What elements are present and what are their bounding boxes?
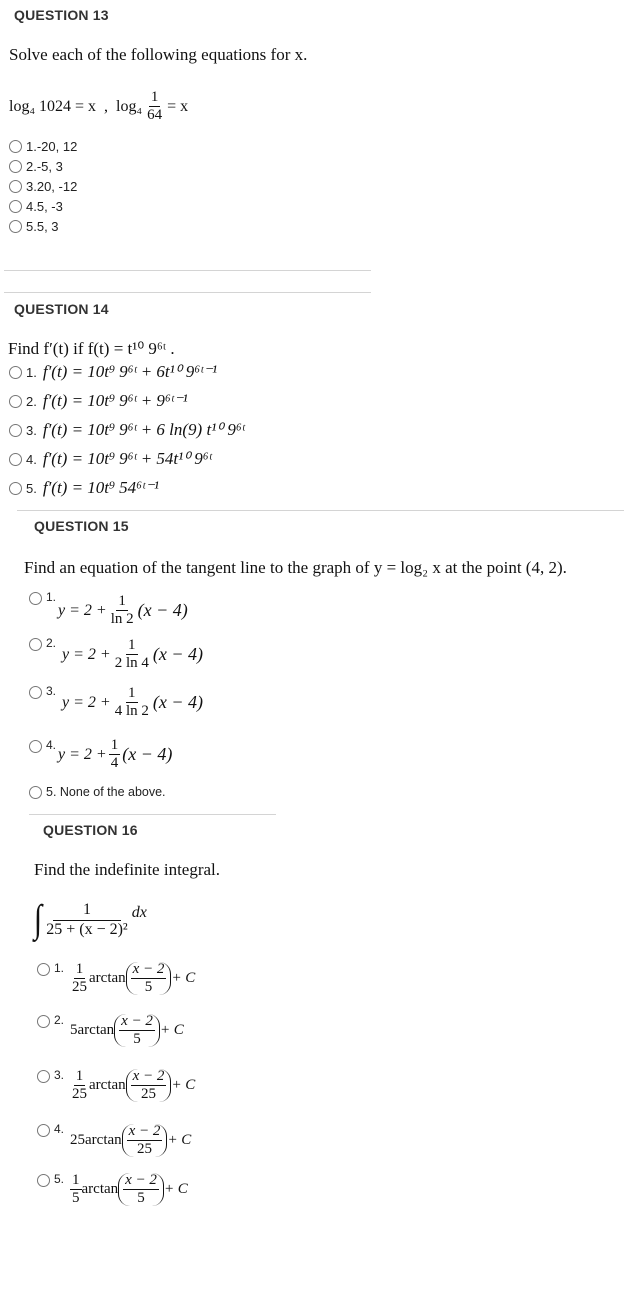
option-expression: f′(t) = 10t⁹ 9⁶ᵗ + 54t¹⁰ 9⁶ᵗ [42, 449, 212, 468]
expression-tail: (x − 4) [152, 644, 204, 664]
option-label: 4.5, -3 [26, 199, 63, 214]
option-number: 4. [54, 1122, 65, 1136]
option-expression [70, 1173, 188, 1206]
divider [17, 510, 624, 511]
equation-separator: , [104, 97, 109, 115]
fraction-numerator: 1 [110, 737, 119, 753]
constant-term: + C [171, 970, 196, 986]
q16-option-5[interactable] [37, 1172, 188, 1206]
question-15-prompt: Find an equation of the tangent line to the graph of y = log₂ x at the point (4, 2). [24, 558, 567, 577]
radio-button[interactable] [29, 592, 42, 605]
option-expression [70, 962, 195, 995]
question-13-prompt: Solve each of the following equations for x. [9, 45, 308, 64]
radio-button[interactable] [9, 453, 22, 466]
fraction-numerator: 1 [72, 1172, 80, 1188]
fraction-numerator: 1 [128, 637, 136, 653]
q16-option-2[interactable] [37, 1013, 184, 1047]
expression-lead: y = 2 + [62, 693, 111, 711]
q14-option-4[interactable] [9, 449, 212, 469]
divider [29, 814, 276, 815]
argument-parentheses [126, 1069, 172, 1102]
option-number: 2. [26, 393, 37, 409]
option-expression [58, 594, 188, 627]
coefficient: 25 [70, 1132, 86, 1148]
q13-option-5[interactable] [9, 219, 59, 234]
radio-button[interactable] [9, 160, 22, 173]
q13-option-4[interactable] [9, 199, 63, 214]
option-number: 1. [54, 961, 65, 975]
fraction-denominator: ln 2 [110, 611, 134, 627]
option-expression [62, 686, 203, 719]
radio-button[interactable] [9, 180, 22, 193]
option-label: 5. None of the above. [46, 785, 166, 799]
function-name: arctan [77, 1022, 115, 1038]
radio-button[interactable] [37, 1124, 50, 1137]
option-number: 4. [26, 451, 37, 467]
radio-button[interactable] [29, 786, 42, 799]
radio-button[interactable] [9, 200, 22, 213]
integral-dx: dx [131, 904, 147, 921]
fraction-denominator: 64 [147, 107, 163, 123]
q15-option-5[interactable] [29, 785, 166, 799]
fraction-numerator: 1 [75, 1068, 84, 1084]
fraction-numerator: 1 [53, 902, 121, 921]
question-16-integral [34, 897, 147, 941]
radio-button[interactable] [29, 686, 42, 699]
fraction-numerator: x − 2 [132, 1068, 165, 1084]
radio-button[interactable] [37, 1174, 50, 1187]
option-number: 5. [54, 1172, 65, 1186]
q15-option-3[interactable] [29, 684, 203, 719]
radio-button[interactable] [9, 220, 22, 233]
function-name: arctan [81, 1181, 119, 1197]
question-15-header: QUESTION 15 [34, 518, 129, 534]
option-expression: f′(t) = 10t⁹ 54⁶ᵗ⁻¹ [42, 478, 160, 497]
coefficient-fraction [70, 1173, 82, 1206]
integrand-fraction [44, 902, 130, 938]
radio-button[interactable] [29, 638, 42, 651]
expression-tail: (x − 4) [152, 692, 204, 712]
option-label: 3.20, -12 [26, 179, 78, 194]
question-16-prompt: Find the indefinite integral. [34, 860, 221, 879]
fraction-denominator: 5 [133, 1031, 141, 1047]
constant-term: + C [171, 1077, 196, 1093]
q14-option-3[interactable] [9, 420, 245, 440]
q15-option-4[interactable] [29, 738, 172, 771]
expression-tail: (x − 4) [122, 744, 173, 764]
divider [4, 292, 371, 293]
q14-option-2[interactable] [9, 391, 188, 411]
function-name: arctan [89, 970, 126, 986]
argument-fraction [123, 1173, 159, 1206]
fraction-denominator: 4 [110, 755, 119, 771]
expression-lead: y = 2 + [58, 745, 107, 763]
q13-option-3[interactable] [9, 179, 77, 194]
expression-fraction [109, 594, 136, 627]
option-label: 2.-5, 3 [26, 159, 63, 174]
fraction-numerator: x − 2 [121, 1013, 153, 1029]
fraction-numerator: 1 [118, 593, 126, 609]
fraction-denominator: 2 ln 4 [114, 655, 149, 671]
fraction-denominator: 4 ln 2 [114, 703, 149, 719]
fraction-numerator: x − 2 [132, 961, 165, 977]
q16-option-4[interactable] [37, 1122, 191, 1157]
q15-option-1[interactable] [29, 590, 188, 627]
function-name: arctan [89, 1077, 126, 1093]
expression-fraction [113, 686, 151, 719]
fraction-numerator: 1 [128, 685, 136, 701]
option-number: 3. [46, 684, 57, 698]
option-label: 5.5, 3 [26, 219, 59, 234]
coefficient-fraction [70, 962, 89, 995]
radio-button[interactable] [37, 1015, 50, 1028]
option-expression: f′(t) = 10t⁹ 9⁶ᵗ + 6 ln(9) t¹⁰ 9⁶ᵗ [42, 420, 245, 439]
fraction-denominator: 25 [137, 1141, 153, 1157]
option-number: 2. [54, 1013, 65, 1027]
option-number: 5. [26, 480, 37, 496]
option-number: 3. [26, 422, 37, 438]
radio-button[interactable] [9, 424, 22, 437]
radio-button[interactable] [29, 740, 42, 753]
equation-right-log: log₄ [116, 97, 143, 115]
argument-parentheses [118, 1173, 164, 1206]
argument-parentheses [126, 962, 172, 995]
fraction-denominator: 25 [72, 979, 88, 995]
q13-option-1[interactable] [9, 139, 77, 154]
expression-lead: y = 2 + [62, 645, 111, 663]
fraction-denominator: 25 [141, 1086, 157, 1102]
q14-option-5[interactable] [9, 478, 159, 498]
fraction-denominator: 25 [72, 1086, 88, 1102]
fraction-numerator: 1 [150, 89, 159, 105]
option-expression [70, 1014, 184, 1047]
option-number: 1. [46, 590, 57, 604]
argument-fraction [131, 962, 167, 995]
question-13-equations [9, 90, 188, 123]
q16-option-1[interactable] [37, 961, 195, 995]
fraction-denominator: 25 + (x − 2)² [46, 921, 128, 938]
q15-option-2[interactable] [29, 636, 203, 671]
q14-option-1[interactable] [9, 362, 217, 382]
coefficient-fraction [70, 1069, 89, 1102]
argument-fraction [119, 1014, 155, 1047]
option-number: 3. [54, 1068, 65, 1082]
q16-option-3[interactable] [37, 1068, 195, 1102]
option-expression: f′(t) = 10t⁹ 9⁶ᵗ + 9⁶ᵗ⁻¹ [42, 391, 188, 410]
fraction-numerator: x − 2 [128, 1123, 161, 1139]
radio-button[interactable] [9, 482, 22, 495]
option-number: 2. [46, 636, 57, 650]
radio-button[interactable] [37, 963, 50, 976]
fraction-denominator: 5 [144, 979, 153, 995]
radio-button[interactable] [37, 1070, 50, 1083]
q13-option-2[interactable] [9, 159, 63, 174]
constant-term: + C [167, 1132, 192, 1148]
divider [4, 270, 371, 271]
option-expression [62, 638, 203, 671]
fraction-denominator: 5 [137, 1190, 145, 1206]
expression-tail: (x − 4) [137, 600, 188, 620]
option-expression: f′(t) = 10t⁹ 9⁶ᵗ + 6t¹⁰ 9⁶ᵗ⁻¹ [42, 362, 218, 381]
option-expression [58, 738, 172, 771]
expression-fraction [113, 638, 151, 671]
option-expression [70, 1124, 191, 1157]
radio-button[interactable] [9, 366, 22, 379]
function-name: arctan [85, 1132, 122, 1148]
option-number: 4. [46, 738, 57, 752]
argument-fraction [127, 1124, 163, 1157]
fraction-denominator: 5 [72, 1190, 80, 1206]
option-expression [70, 1069, 195, 1102]
radio-button[interactable] [9, 140, 22, 153]
integral-sign-icon: ∫ [34, 897, 43, 941]
question-14-header: QUESTION 14 [14, 301, 109, 317]
equation-right-tail: = x [167, 97, 189, 115]
question-14-prompt: Find f′(t) if f(t) = t¹⁰ 9⁶ᵗ . [8, 339, 175, 358]
option-number: 1. [26, 364, 37, 380]
expression-fraction [109, 738, 121, 771]
argument-parentheses [122, 1124, 168, 1157]
fraction-numerator: x − 2 [125, 1172, 157, 1188]
argument-parentheses [114, 1014, 160, 1047]
question-13-header: QUESTION 13 [14, 7, 109, 23]
radio-button[interactable] [9, 395, 22, 408]
question-16-header: QUESTION 16 [43, 822, 138, 838]
option-label: 1.-20, 12 [26, 139, 78, 154]
equation-left: log₄ 1024 = x [9, 97, 97, 115]
argument-fraction [131, 1069, 167, 1102]
fraction-numerator: 1 [75, 961, 84, 977]
coefficient: 5 [70, 1022, 78, 1038]
equation-right-fraction [145, 90, 164, 123]
constant-term: + C [159, 1022, 184, 1038]
constant-term: + C [163, 1181, 188, 1197]
expression-lead: y = 2 + [58, 601, 107, 619]
